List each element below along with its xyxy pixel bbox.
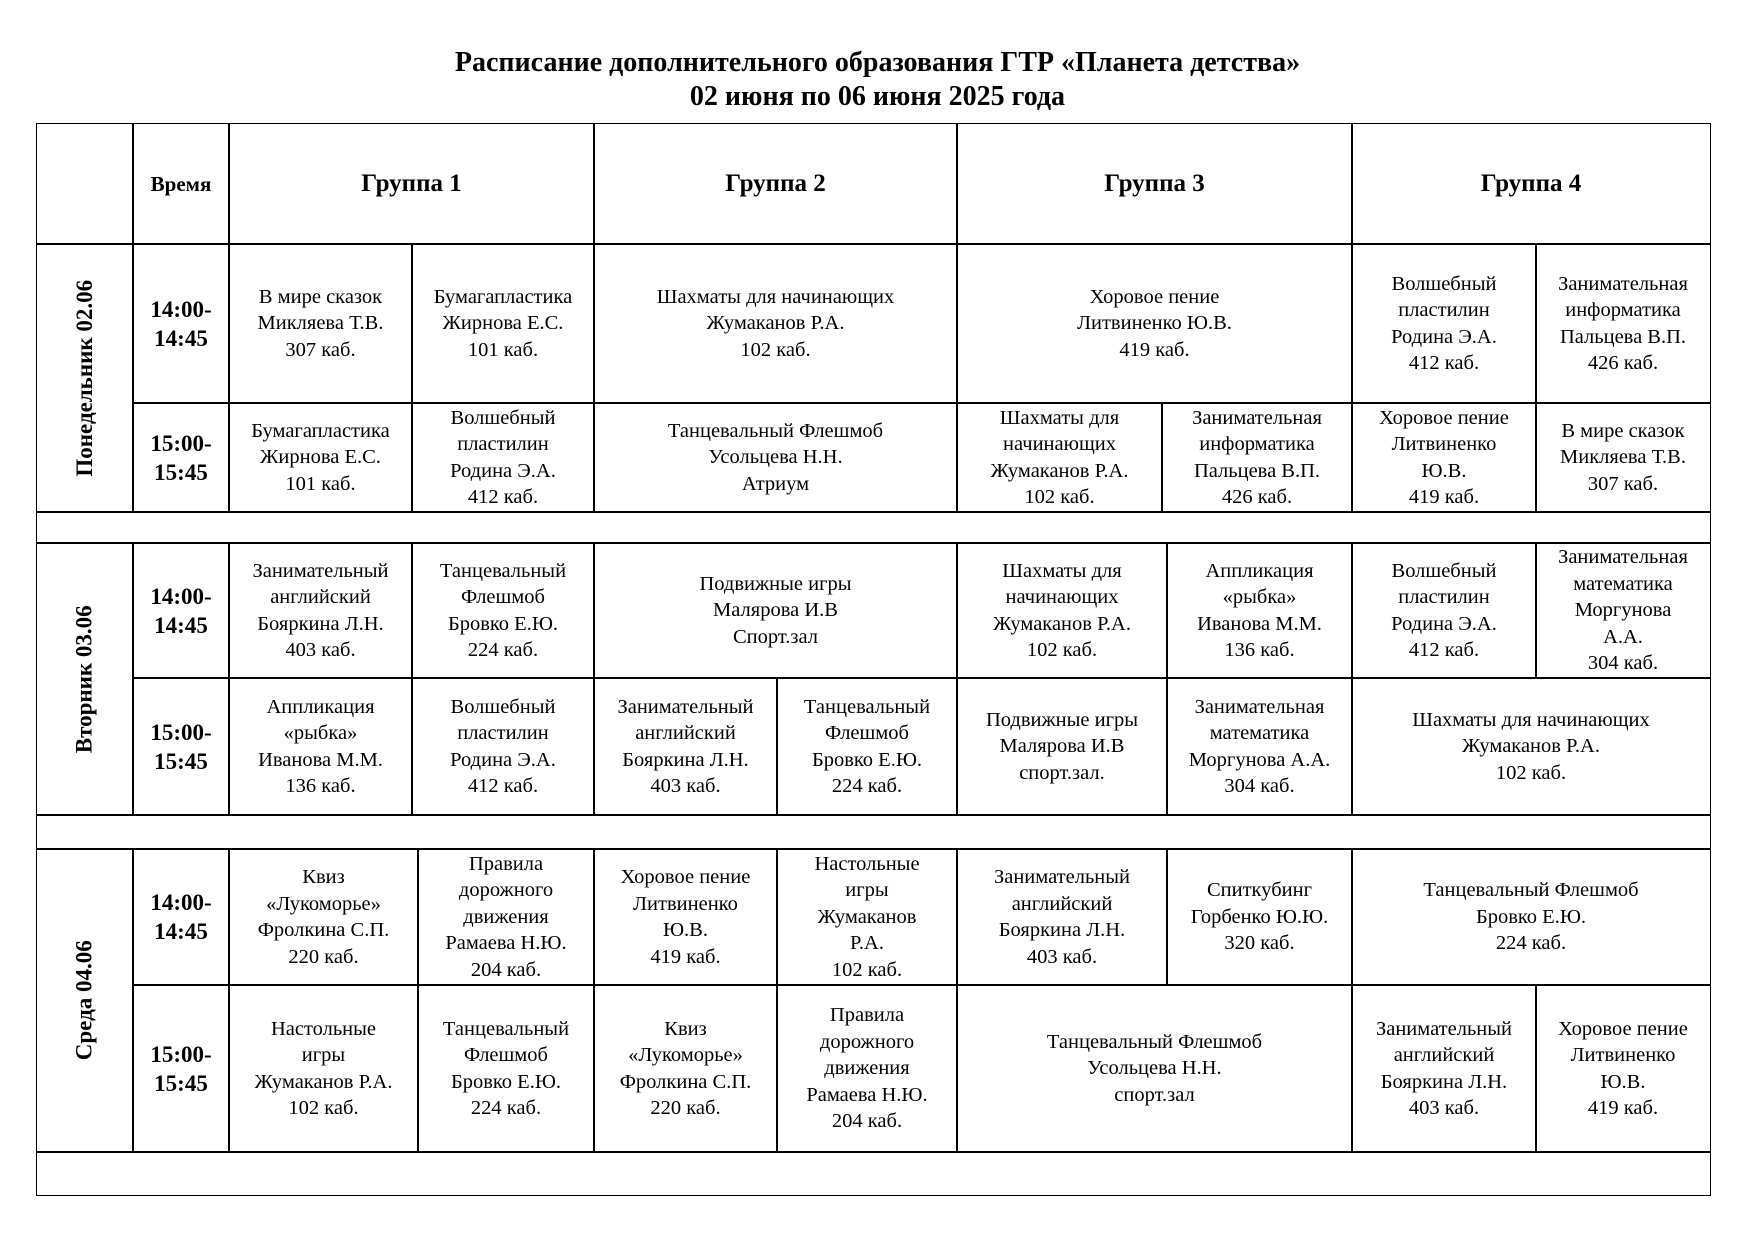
time-label: 14:00- 14:45 [150, 890, 212, 944]
class-cell [776, 677, 958, 816]
class-text: Хоровое пение Литвиненко Ю.В. 419 каб. [620, 866, 751, 968]
time-cell-mon-slot2 [132, 402, 230, 513]
class-text: Танцевальный Флешмоб Бровко Е.Ю. 224 каб. [1423, 879, 1639, 955]
class-text: Квиз «Лукоморье» Фролкина С.П. 220 каб. [619, 1017, 752, 1119]
class-cell [411, 677, 595, 816]
class-cell [956, 243, 1353, 404]
class-cell [411, 542, 595, 679]
class-text: Квиз «Лукоморье» Фролкина С.П. 220 каб. [257, 866, 390, 968]
class-text: Танцевальный Флешмоб Бровко Е.Ю. 224 каб. [442, 1017, 570, 1119]
class-cell [411, 243, 595, 404]
class-text: В мире сказок Микляева Т.В. 307 каб. [1560, 419, 1686, 495]
class-cell [417, 848, 595, 986]
class-text: Подвижные игры Малярова И.В спорт.зал. [985, 708, 1139, 784]
time-cell-wed-slot2 [132, 984, 230, 1153]
header-group-2 [593, 123, 958, 245]
class-text: Хоровое пение Литвиненко Ю.В. 419 каб. [1077, 285, 1232, 361]
class-text: Настольные игры Жумаканов Р.А. 102 каб. [254, 1017, 393, 1119]
class-cell [593, 542, 958, 679]
class-text: Занимательный английский Бояркина Л.Н. 403 каб. [617, 695, 754, 797]
class-cell [1535, 402, 1711, 513]
class-cell [228, 677, 413, 816]
class-cell [1351, 243, 1537, 404]
time-cell-mon-slot1 [132, 243, 230, 404]
class-cell [1351, 542, 1537, 679]
time-label: 15:00- 15:45 [150, 719, 212, 774]
class-text: Правила дорожного движения Рамаева Н.Ю. 204 каб. [445, 852, 567, 981]
class-cell [593, 402, 958, 513]
class-text: Занимательный английский Бояркина Л.Н. 403 каб. [1375, 1017, 1513, 1119]
time-label: 15:00- 15:45 [150, 1041, 212, 1096]
class-cell [1161, 402, 1353, 513]
class-text: Хоровое пение Литвиненко Ю.В. 419 каб. [1558, 1017, 1688, 1119]
header-group-2-label: Группа 2 [725, 169, 826, 197]
header-time-cell [132, 123, 230, 245]
class-text: Настольные игры Жумаканов Р.А. 102 каб. [814, 852, 920, 981]
class-text: Занимательная математика Моргунова А.А. 304 каб. [1558, 546, 1688, 675]
class-text: Волшебный пластилин Родина Э.А. 412 каб. [450, 695, 556, 797]
day-label-monday: Понедельник 02.06 [71, 279, 97, 477]
class-text: Волшебный пластилин Родина Э.А. 412 каб. [1391, 559, 1497, 661]
class-cell [593, 848, 778, 986]
class-text: Спиткубинг Горбенко Ю.Ю. 320 каб. [1190, 879, 1329, 955]
time-label: 14:00- 14:45 [150, 296, 212, 351]
class-text: Аппликация «рыбка» Иванова М.М. 136 каб. [1197, 559, 1322, 661]
class-text: Хоровое пение Литвиненко Ю.В. 419 каб. [1379, 406, 1509, 508]
time-label: 15:00- 15:45 [150, 430, 212, 485]
class-text: Танцевальный Флешмоб Усольцева Н.Н. Атриум [667, 419, 884, 495]
class-text: Занимательная информатика Пальцева В.П. 426 каб. [1192, 406, 1322, 508]
time-cell-tue-slot1 [132, 542, 230, 679]
day-label-tuesday: Вторник 03.06 [71, 605, 97, 753]
header-group-4-label: Группа 4 [1480, 169, 1582, 197]
class-text: Занимательная математика Моргунова А.А. 304 каб. [1188, 695, 1331, 797]
class-text: Правила дорожного движения Рамаева Н.Ю. 204 каб. [806, 1004, 928, 1133]
class-cell [776, 848, 958, 986]
class-text: Шахматы для начинающих Жумаканов Р.А. 102 каб. [1412, 708, 1650, 784]
class-cell [956, 677, 1168, 816]
header-time-label: Время [150, 171, 212, 196]
class-cell [417, 984, 595, 1153]
class-cell [1351, 677, 1711, 816]
class-cell [1535, 243, 1711, 404]
header-corner-cell [36, 123, 134, 245]
header-group-3-label: Группа 3 [1104, 169, 1205, 197]
class-cell [1166, 677, 1353, 816]
class-cell [956, 984, 1353, 1153]
class-text: Занимательный английский Бояркина Л.Н. 403 каб. [252, 559, 389, 661]
spacer-row [36, 511, 1711, 544]
class-text: Шахматы для начинающих Жумаканов Р.А. 102 каб. [993, 559, 1131, 661]
time-label: 14:00- 14:45 [150, 583, 212, 638]
header-group-1 [228, 123, 595, 245]
class-cell [593, 677, 778, 816]
time-cell-tue-slot2 [132, 677, 230, 816]
class-cell [1351, 402, 1537, 513]
spacer-row [36, 1151, 1711, 1196]
day-label-wednesday: Среда 04.06 [71, 940, 97, 1061]
class-text: В мире сказок Микляева Т.В. 307 каб. [257, 285, 384, 361]
class-text: Бумагапластика Жирнова Е.С. 101 каб. [433, 285, 573, 361]
class-cell [228, 848, 419, 986]
class-cell [956, 848, 1168, 986]
header-group-4 [1351, 123, 1711, 245]
class-cell [228, 984, 419, 1153]
class-text: Бумагапластика Жирнова Е.С. 101 каб. [251, 419, 390, 495]
class-text: Шахматы для начинающих Жумаканов Р.А. 102 каб. [656, 285, 895, 361]
class-cell [593, 984, 778, 1153]
class-cell [1166, 542, 1353, 679]
class-text: Аппликация «рыбка» Иванова М.М. 136 каб. [258, 695, 383, 797]
class-text: Шахматы для начинающих Жумаканов Р.А. 102 каб. [990, 406, 1129, 508]
time-cell-wed-slot1 [132, 848, 230, 986]
class-cell [776, 984, 958, 1153]
class-text: Подвижные игры Малярова И.В Спорт.зал [699, 572, 852, 648]
class-cell [411, 402, 595, 513]
day-cell-tuesday [36, 542, 134, 816]
class-text: Волшебный пластилин Родина Э.А. 412 каб. [450, 406, 556, 508]
class-text: Занимательная информатика Пальцева В.П. 426 каб. [1558, 272, 1688, 374]
class-cell [228, 402, 413, 513]
class-cell [228, 542, 413, 679]
class-text: Танцевальный Флешмоб Усольцева Н.Н. спорт.зал [1046, 1030, 1263, 1106]
class-cell [956, 402, 1163, 513]
header-group-3 [956, 123, 1353, 245]
class-text: Занимательный английский Бояркина Л.Н. 403 каб. [993, 866, 1131, 968]
header-group-1-label: Группа 1 [361, 169, 462, 197]
title-line-1: Расписание дополнительного образования ГТР «Планета детства» [454, 47, 1301, 78]
class-cell [1166, 848, 1353, 986]
class-cell [956, 542, 1168, 679]
title-line-2: 02 июня по 06 июня 2025 года [689, 81, 1066, 112]
class-cell [593, 243, 958, 404]
spacer-row [36, 814, 1711, 850]
day-cell-wednesday [36, 848, 134, 1153]
class-cell [1351, 984, 1537, 1153]
day-cell-monday [36, 243, 134, 513]
class-cell [228, 243, 413, 404]
class-cell [1351, 848, 1711, 986]
class-cell [1535, 984, 1711, 1153]
class-cell [1535, 542, 1711, 679]
class-text: Волшебный пластилин Родина Э.А. 412 каб. [1391, 272, 1497, 374]
class-text: Танцевальный Флешмоб Бровко Е.Ю. 224 каб. [439, 559, 567, 661]
class-text: Танцевальный Флешмоб Бровко Е.Ю. 224 каб. [803, 695, 931, 797]
